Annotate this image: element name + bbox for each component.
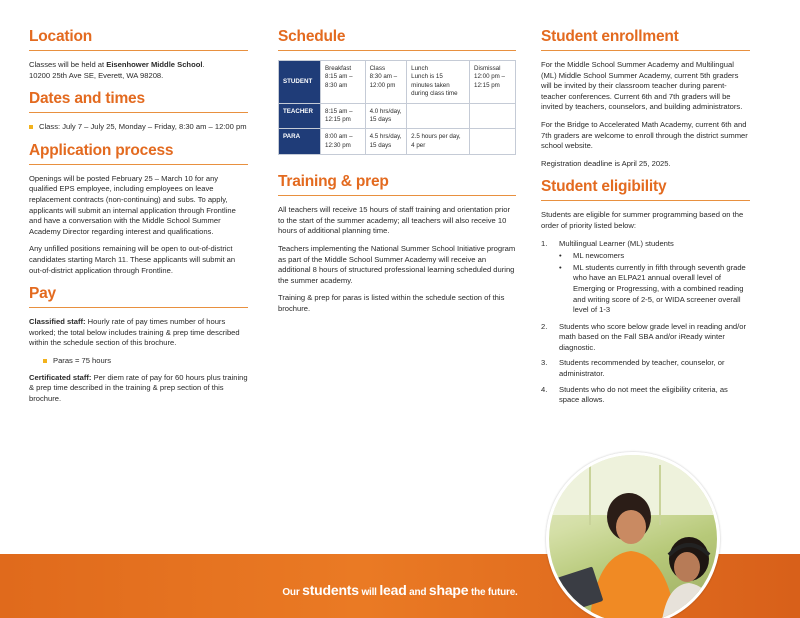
schedule-cell: Dismissal 12:00 pm – 12:15 pm — [470, 61, 516, 104]
tagline-word-lead: lead — [379, 582, 407, 598]
eligibility-item-body — [559, 385, 750, 406]
schedule-row-label: TEACHER — [279, 103, 321, 129]
schedule-cell — [470, 129, 516, 155]
eligibility-heading: Student eligibility — [541, 178, 750, 201]
application-section — [29, 142, 248, 276]
location-intro: Classes will be held at — [29, 60, 107, 69]
pay-section — [29, 285, 248, 404]
application-heading: Application process — [29, 142, 248, 165]
dates-heading: Dates and times — [29, 90, 248, 113]
tagline-part: and — [406, 587, 429, 598]
application-p1: Openings will be posted February 25 – March 10 for any qualified EPS employee, including employees on leave replacement contracts (non-continuing) and subs. To apply, applicants will submit an internal application through Frontline and have a conversation with the Middle School Summer Academy Director regarding interest and qualifications. — [29, 173, 236, 236]
dates-item-text: Class: July 7 – July 25, Monday – Friday, 8:30 am – 12:00 pm — [39, 122, 247, 132]
bullet-icon — [43, 359, 47, 363]
pay-paras-text: Paras = 75 hours — [53, 355, 112, 365]
schedule-table — [278, 60, 516, 155]
eligibility-item-number: 3. — [541, 358, 548, 368]
eligibility-sublist — [559, 251, 750, 316]
schedule-row — [279, 61, 516, 104]
dates-section — [29, 90, 248, 133]
eligibility-subitem-text: ML students currently in fifth through seventh grade who have an ELPA21 annual overall level of Emerging or Progressing, with a combined reading and writing score of 2-5, or WIDA screener overall level of 1-3 — [573, 262, 746, 315]
schedule-cell — [407, 103, 470, 129]
eligibility-item-text: Multilingual Learner (ML) students — [559, 238, 674, 248]
eligibility-section — [541, 178, 750, 406]
tagline-part: Our — [282, 587, 303, 598]
training-heading: Training & prep — [278, 173, 516, 196]
training-p3: Training & prep for paras is listed within the schedule section of this brochure. — [278, 293, 505, 313]
pay-classified-label: Classified staff: — [29, 317, 86, 327]
eligibility-item — [541, 385, 750, 406]
eligibility-subitem — [559, 251, 750, 262]
photo-frame — [589, 465, 591, 525]
dates-item — [29, 122, 248, 133]
schedule-row-label: PARA — [279, 129, 321, 155]
eligibility-item-number: 4. — [541, 384, 548, 394]
enrollment-p3: Registration deadline is April 25, 2025. — [541, 158, 671, 168]
eligibility-subitem — [559, 263, 750, 316]
eligibility-item-number: 2. — [541, 321, 548, 331]
schedule-cell: 4.5 hrs/day, 15 days — [365, 129, 407, 155]
eligibility-item-body — [559, 358, 750, 379]
eligibility-item-body — [559, 322, 750, 354]
schedule-row-label: STUDENT — [279, 61, 321, 104]
schedule-row — [279, 103, 516, 129]
column-right — [541, 28, 750, 415]
teacher-student-photo — [546, 452, 720, 618]
bullet-icon: • — [559, 262, 562, 272]
column-middle — [278, 28, 516, 322]
location-heading: Location — [29, 28, 248, 51]
pay-certificated-text: Per diem rate of pay for 60 hours plus training & prep time described in the training & prep section of this brochure. — [29, 372, 248, 403]
schedule-cell: 8:00 am – 12:30 pm — [321, 129, 366, 155]
eligibility-item — [541, 322, 750, 354]
schedule-cell: 8:15 am – 12:15 pm — [321, 103, 366, 129]
enrollment-section — [541, 28, 750, 169]
schedule-cell — [470, 103, 516, 129]
pay-paras-item — [29, 356, 248, 367]
pay-heading: Pay — [29, 285, 248, 308]
location-address: 10200 25th Ave SE, Everett, WA 98208. — [29, 70, 164, 80]
location-section — [29, 28, 248, 81]
eligibility-subitem-text: ML newcomers — [573, 251, 625, 261]
eligibility-list — [541, 239, 750, 406]
eligibility-item-text: Students who do not meet the eligibility criteria, as space allows. — [559, 384, 728, 405]
schedule-row — [279, 129, 516, 155]
eligibility-intro: Students are eligible for summer programming based on the order of priority listed below: — [541, 210, 744, 230]
eligibility-item-text: Students recommended by teacher, counselor, or administrator. — [559, 358, 725, 379]
tagline-word-students: students — [302, 582, 359, 598]
eligibility-item-body — [559, 239, 750, 317]
photo-teacher-shirt — [589, 551, 677, 618]
location-school: Eisenhower Middle School — [106, 60, 203, 69]
eligibility-item-text: Students who score below grade level in reading and/or math based on the Fall SBA and/or iReady winter diagnostic. — [559, 321, 747, 352]
tagline-word-shape: shape — [428, 582, 469, 598]
location-period: . — [202, 60, 205, 69]
pay-classified-text: Hourly rate of pay times number of hours worked; the total below includes training & prep time described within the schedule section of this brochure. — [29, 317, 240, 348]
enrollment-p1: For the Middle School Summer Academy and Multilingual (ML) Middle School Summer Academy, current 5th graders will be invited by their classroom teacher during parent-teacher conferences. Current 6th and 7th graders will be invited by teachers, counselors, and building administrators. — [541, 60, 743, 112]
enrollment-heading: Student enrollment — [541, 28, 750, 51]
schedule-cell: Lunch Lunch is 15 minutes taken during class time — [407, 61, 470, 104]
tagline-part: the future. — [468, 587, 518, 598]
tagline-part: will — [358, 587, 380, 598]
pay-certificated-label: Certificated staff: — [29, 372, 92, 382]
location-text — [29, 60, 248, 81]
schedule-cell: 2.5 hours per day, 4 per — [407, 129, 470, 155]
schedule-cell: Class 8:30 am – 12:00 pm — [365, 61, 407, 104]
column-left — [29, 28, 248, 413]
bullet-icon — [29, 125, 33, 129]
eligibility-item — [541, 239, 750, 317]
bullet-icon: • — [559, 251, 562, 261]
schedule-cell: Breakfast 8:15 am – 8:30 am — [321, 61, 366, 104]
eligibility-item — [541, 358, 750, 379]
photo-frame — [659, 465, 661, 525]
photo-illustration-icon — [549, 455, 720, 618]
training-p2: Teachers implementing the National Summer School Initiative program as part of the Middle School Summer Academy will receive an additional 8 hours of structured professional learning scheduled during the summer academy. — [278, 244, 516, 285]
photo-student-face — [674, 552, 700, 582]
eligibility-item-number: 1. — [541, 238, 548, 248]
pay-certificated — [29, 373, 248, 405]
schedule-cell: 4.0 hrs/day, 15 days — [365, 103, 407, 129]
photo-teacher-face — [616, 510, 646, 544]
pay-classified — [29, 317, 248, 349]
enrollment-p2: For the Bridge to Accelerated Math Academy, current 6th and 7th graders are welcome to enroll through the district summer school website. — [541, 119, 748, 151]
training-p1: All teachers will receive 15 hours of staff training and orientation prior to the start of the summer academy; all teachers will also receive 10 hours of additional planning time. — [278, 205, 511, 236]
schedule-heading: Schedule — [278, 28, 516, 51]
application-p2: Any unfilled positions remaining will be open to out-of-district candidates starting March 11. These applicants will submit an out-of-district application through Frontline. — [29, 244, 236, 275]
